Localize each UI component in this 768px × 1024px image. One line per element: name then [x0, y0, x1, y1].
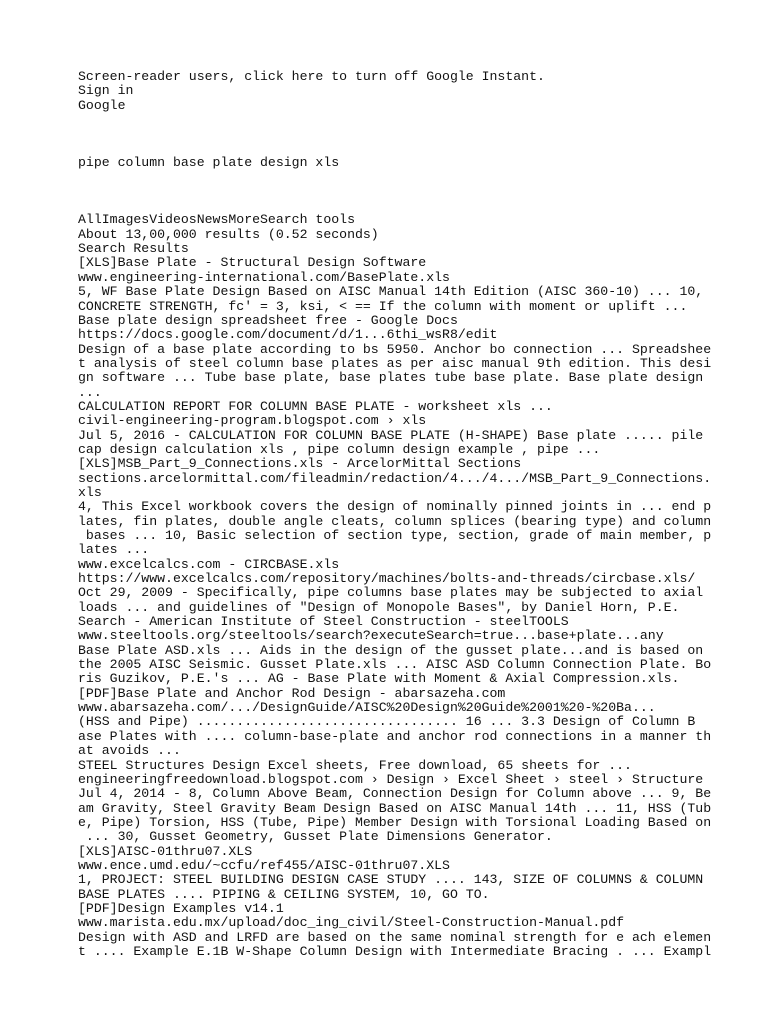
result-snippet-line: e, Pipe) Torsion, HSS (Tube, Pipe) Member Design with Torsional Loading Based on — [78, 814, 712, 830]
result-snippet-line: t .... Example E.1B W-Shape Column Design with Intermediate Bracing . ... Exampl — [78, 943, 712, 959]
spacer — [78, 142, 694, 156]
result-title[interactable]: www.excelcalcs.com - CIRCBASE.xls — [78, 556, 340, 572]
result-snippet-line: loads ... and guidelines of "Design of Monopole Bases", by Daniel Horn, P.E. — [78, 599, 680, 615]
result-url[interactable]: engineeringfreedownload.blogspot.com › Design › Excel Sheet › steel › Structure — [78, 771, 704, 787]
spacer — [78, 199, 694, 213]
spacer — [78, 185, 694, 199]
result-snippet-line: BASE PLATES .... PIPING & CEILING SYSTEM, 10, GO TO. — [78, 886, 490, 902]
screen-reader-link[interactable]: Screen-reader users, click here to turn off Google Instant. — [78, 69, 545, 84]
result-title[interactable]: [PDF]Design Examples v14.1 — [78, 900, 284, 916]
result-snippet-line: cap design calculation xls , pipe column design example , pipe ... — [78, 441, 601, 457]
result-snippet-line: 4, This Excel workbook covers the design of nominally pinned joints in ... end p — [78, 499, 712, 515]
spacer — [78, 127, 694, 141]
result-snippet-line: Jul 4, 2014 - 8, Column Above Beam, Connection Design for Column above ... 9, Be — [78, 786, 712, 802]
result-snippet-line: Design with ASD and LRFD are based on the same nominal strength for e ach elemen — [78, 929, 712, 945]
result-url[interactable]: www.engineering-international.com/BasePlate.xls — [78, 269, 450, 285]
result-snippet-line: 5, WF Base Plate Design Based on AISC Manual 14th Edition (AISC 360-10) ... 10, — [78, 284, 704, 300]
result-title[interactable]: Search - American Institute of Steel Construction - steelTOOLS — [78, 614, 569, 630]
result-title[interactable]: CALCULATION REPORT FOR COLUMN BASE PLATE - worksheet xls ... — [78, 398, 553, 414]
result-snippet-line: gn software ... Tube base plate, base plates tube base plate. Base plate design — [78, 370, 704, 386]
result-stats: About 13,00,000 results (0.52 seconds) — [78, 226, 379, 242]
result-url[interactable]: www.ence.umd.edu/~ccfu/ref455/AISC-01thru07.XLS — [78, 857, 450, 873]
spacer — [78, 170, 694, 184]
result-snippet-line: the 2005 AISC Seismic. Gusset Plate.xls ... AISC ASD Column Connection Plate. Bo — [78, 657, 712, 673]
result-snippet-line: ris Guzikov, P.E.'s ... AG - Base Plate with Moment & Axial Compression.xls. — [78, 671, 680, 687]
result-snippet-line: Base Plate ASD.xls ... Aids in the design of the gusset plate...and is based on — [78, 642, 704, 658]
page-content — [78, 69, 712, 959]
result-snippet-line: (HSS and Pipe) ................................. 16 ... 3.3 Design of Column B — [78, 714, 696, 730]
result-snippet-line: Design of a base plate according to bs 5950. Anchor bo connection ... Spreadshee — [78, 341, 712, 357]
result-title[interactable]: [PDF]Base Plate and Anchor Rod Design - abarsazeha.com — [78, 685, 506, 701]
result-snippet-line: lates, fin plates, double angle cleats, column splices (bearing type) and column — [78, 513, 712, 529]
result-url[interactable]: https://www.excelcalcs.com/repository/machines/bolts-and-threads/circbase.xls/ — [78, 571, 696, 587]
result-snippet-line: ... 30, Gusset Geometry, Gusset Plate Dimensions Generator. — [78, 829, 553, 845]
search-results — [78, 255, 712, 959]
result-url[interactable]: www.steeltools.org/steeltools/search?executeSearch=true...base+plate...any — [78, 628, 664, 644]
result-url[interactable]: www.marista.edu.mx/upload/doc_ing_civil/Steel-Construction-Manual.pdf — [78, 915, 625, 931]
result-url[interactable]: civil-engineering-program.blogspot.com › xls — [78, 413, 427, 429]
result-snippet-line: Oct 29, 2009 - Specifically, pipe columns base plates may be subjected to axial — [78, 585, 704, 601]
result-title[interactable]: Base plate design spreadsheet free - Google Docs — [78, 312, 458, 328]
result-url-continued[interactable]: xls — [78, 484, 102, 500]
results-heading: Search Results — [78, 241, 189, 257]
spacer — [78, 113, 694, 127]
search-query[interactable]: pipe column base plate design xls — [78, 155, 340, 171]
sign-in-link[interactable]: Sign in — [78, 83, 134, 99]
result-snippet-line: lates ... — [78, 542, 150, 558]
result-title[interactable]: [XLS]Base Plate - Structural Design Software — [78, 255, 427, 271]
result-snippet-line: at avoids ... — [78, 743, 181, 759]
result-title[interactable]: STEEL Structures Design Excel sheets, Free download, 65 sheets for ... — [78, 757, 632, 773]
result-snippet-line: t analysis of steel column base plates as per aisc manual 9th edition. This desi — [78, 355, 712, 371]
result-snippet-line: Jul 5, 2016 - CALCULATION FOR COLUMN BASE PLATE (H-SHAPE) Base plate ..... pile — [78, 427, 704, 443]
result-title[interactable]: [XLS]AISC-01thru07.XLS — [78, 843, 253, 859]
result-snippet-line: am Gravity, Steel Gravity Beam Design Based on AISC Manual 14th ... 11, HSS (Tub — [78, 800, 712, 816]
result-snippet-line: CONCRETE STRENGTH, fc' = 3, ksi, < == If the column with moment or uplift ... — [78, 298, 688, 314]
result-snippet-line: ase Plates with .... column-base-plate and anchor rod connections in a manner th — [78, 728, 712, 744]
search-tabs[interactable]: AllImagesVideosNewsMoreSearch tools — [78, 212, 355, 228]
result-url[interactable]: https://docs.google.com/document/d/1...6thi_wsR8/edit — [78, 327, 498, 343]
result-url[interactable]: www.abarsazeha.com/.../DesignGuide/AISC%20Design%20Guide%2001%20-%20Ba... — [78, 700, 656, 716]
google-logo-text[interactable]: Google — [78, 97, 126, 113]
result-snippet-line: ... — [78, 384, 102, 400]
result-url[interactable]: sections.arcelormittal.com/fileadmin/redaction/4.../4.../MSB_Part_9_Connections. — [78, 470, 712, 486]
result-snippet-line: bases ... 10, Basic selection of section type, section, grade of main member, p — [78, 528, 712, 543]
result-title[interactable]: [XLS]MSB_Part_9_Connections.xls - ArcelorMittal Sections — [78, 456, 522, 472]
result-snippet-line: 1, PROJECT: STEEL BUILDING DESIGN CASE STUDY .... 143, SIZE OF COLUMNS & COLUMN — [78, 872, 704, 888]
